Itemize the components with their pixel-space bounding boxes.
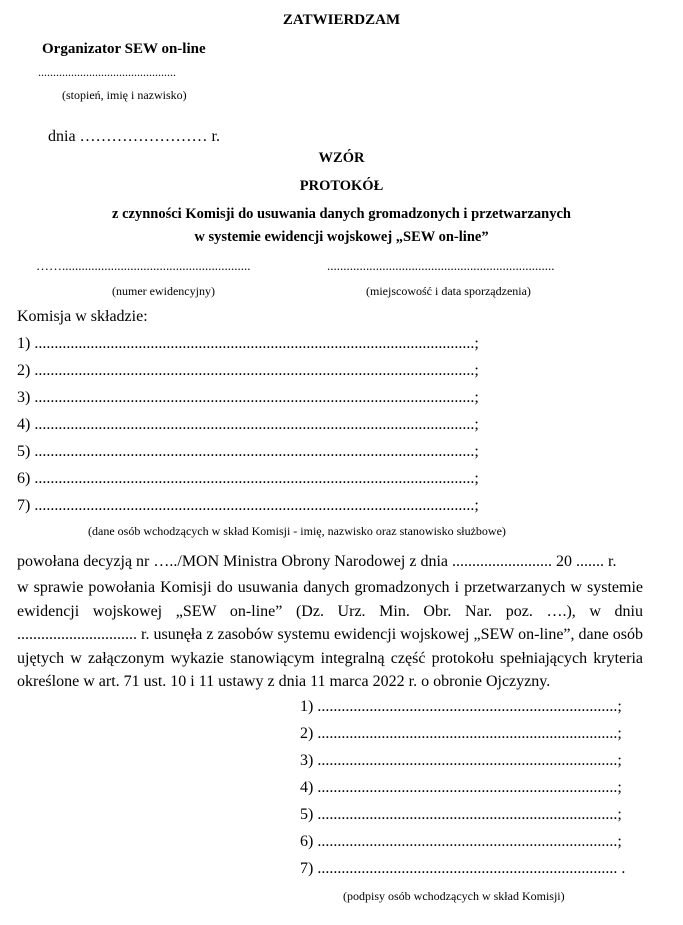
title-subtitle-line1: z czynności Komisji do usuwania danych gromadzonych i przetwarzanych [112,206,571,222]
signature-line: 1) ...........................................................................; [300,698,622,715]
decision-line: powołana decyzją nr …../MON Ministra Obrony Narodowej z dnia ......................... 20 ....... r. [17,553,617,570]
approval-heading: ZATWIERDZAM [282,12,401,28]
signature-line: 3) ...........................................................................; [300,752,622,769]
commission-members-caption: (dane osób wchodzących w skład Komisji - imię, nazwisko oraz stanowisko służbowe) [88,524,506,538]
number-field-dots: …….......................................................... [36,258,251,273]
commission-member-line: 5) ..............................................................................................................; [17,443,479,460]
commission-intro: Komisja w składzie: [17,308,148,325]
place-field-dots: ...................................................................... [327,258,555,273]
signature-line: 4) ...........................................................................; [300,779,622,796]
number-field-caption: (numer ewidencyjny) [112,284,215,298]
organizer-title: Organizator SEW on-line [42,41,206,57]
signature-line: 5) ...........................................................................; [300,806,622,823]
commission-member-line: 6) ..............................................................................................................; [17,470,479,487]
commission-member-line: 1) ..............................................................................................................; [17,335,479,352]
signatures-caption: (podpisy osób wchodzących w skład Komisji) [343,889,565,903]
commission-member-line: 4) ..............................................................................................................; [17,416,479,433]
approval-date-line: dnia …………………… r. [48,128,220,145]
protocol-body-paragraph: w sprawie powołania Komisji do usuwania danych gromadzonych i przetwarzanych w systemie ewidencji wojskowej „SEW on-line” (Dz. Urz. Min. Obr. Nar. poz. ….), w dniu .............................. r. usunęła z zasobów systemu ewidencji wojskowej „SEW on-line”, dane osób ujętych w załączonym wykazie stanowiącym integralną część protokołu spełniających kryteria określone w art. 71 ust. 10 i 11 ustawy z dnia 11 marca 2022 r. o obronie Ojczyzny. [17,579,643,690]
commission-member-line: 7) ..............................................................................................................; [17,497,479,514]
title-protokol: PROTOKÓŁ [299,178,384,194]
title-subtitle-line2: w systemie ewidencji wojskowej „SEW on-line” [194,229,489,245]
title-wzor: WZÓR [318,150,365,166]
commission-member-line: 3) ..............................................................................................................; [17,389,479,406]
organizer-signature-dots: .............................................. [38,65,176,79]
place-field-caption: (miejscowość i data sporządzenia) [366,284,531,298]
signature-line: 7) ........................................................................... . [300,860,626,877]
commission-member-line: 2) ..............................................................................................................; [17,362,479,379]
organizer-signature-caption: (stopień, imię i nazwisko) [62,88,187,102]
signature-line: 2) ...........................................................................; [300,725,622,742]
signature-line: 6) ...........................................................................; [300,833,622,850]
